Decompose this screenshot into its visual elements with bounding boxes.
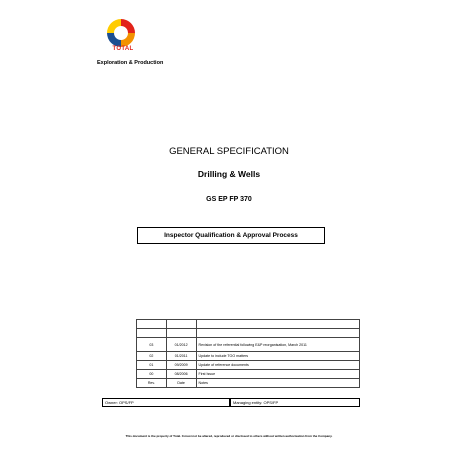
notes-cell: First Issue <box>196 370 360 379</box>
notes-cell: Revision of the referential following E&P reorganisation, March 2011 <box>196 338 360 352</box>
date-cell: 08/2006 <box>166 370 196 379</box>
notes-cell <box>196 329 360 338</box>
document-subject: Drilling & Wells <box>197 169 261 179</box>
table-row <box>137 352 360 361</box>
brand-name: TOTAL <box>112 46 134 52</box>
rev-cell: 01 <box>137 361 167 370</box>
date-header: Date <box>166 379 196 388</box>
notes-cell <box>196 320 360 329</box>
table-row <box>137 370 360 379</box>
notes-cell: Update to include TOO matters <box>196 352 360 361</box>
notes-cell: Update of reference documents <box>196 361 360 370</box>
date-cell <box>166 329 196 338</box>
document-reference: GS EP FP 370 <box>206 196 252 203</box>
rev-cell: 02 <box>137 352 167 361</box>
total-logo-icon <box>104 16 138 50</box>
document-type: GENERAL SPECIFICATION <box>169 146 289 157</box>
rev-cell: 00 <box>137 370 167 379</box>
managing-entity-field: Managing entity: OPS/FP <box>230 398 360 407</box>
date-cell: 01/2012 <box>166 338 196 352</box>
document-title: Inspector Qualification & Approval Process <box>137 227 325 244</box>
rev-cell <box>137 329 167 338</box>
table-header-row <box>137 379 360 388</box>
revision-table <box>136 319 360 388</box>
date-cell <box>166 320 196 329</box>
rev-cell <box>137 320 167 329</box>
table-row <box>137 338 360 352</box>
rev-cell: 03 <box>137 338 167 352</box>
owner-field: Owner: OPS/FP <box>102 398 230 407</box>
table-row <box>137 361 360 370</box>
table-row <box>137 320 360 329</box>
rev-header: Rev. <box>137 379 167 388</box>
division-label: Exploration & Production <box>97 60 164 66</box>
date-cell: 01/2011 <box>166 352 196 361</box>
confidentiality-notice: This document is the property of Total. It must not be altered, reproduced or disclosed to others without written authorisation from the Company. <box>125 434 333 438</box>
date-cell: 09/2009 <box>166 361 196 370</box>
notes-header: Notes <box>196 379 360 388</box>
table-row <box>137 329 360 338</box>
